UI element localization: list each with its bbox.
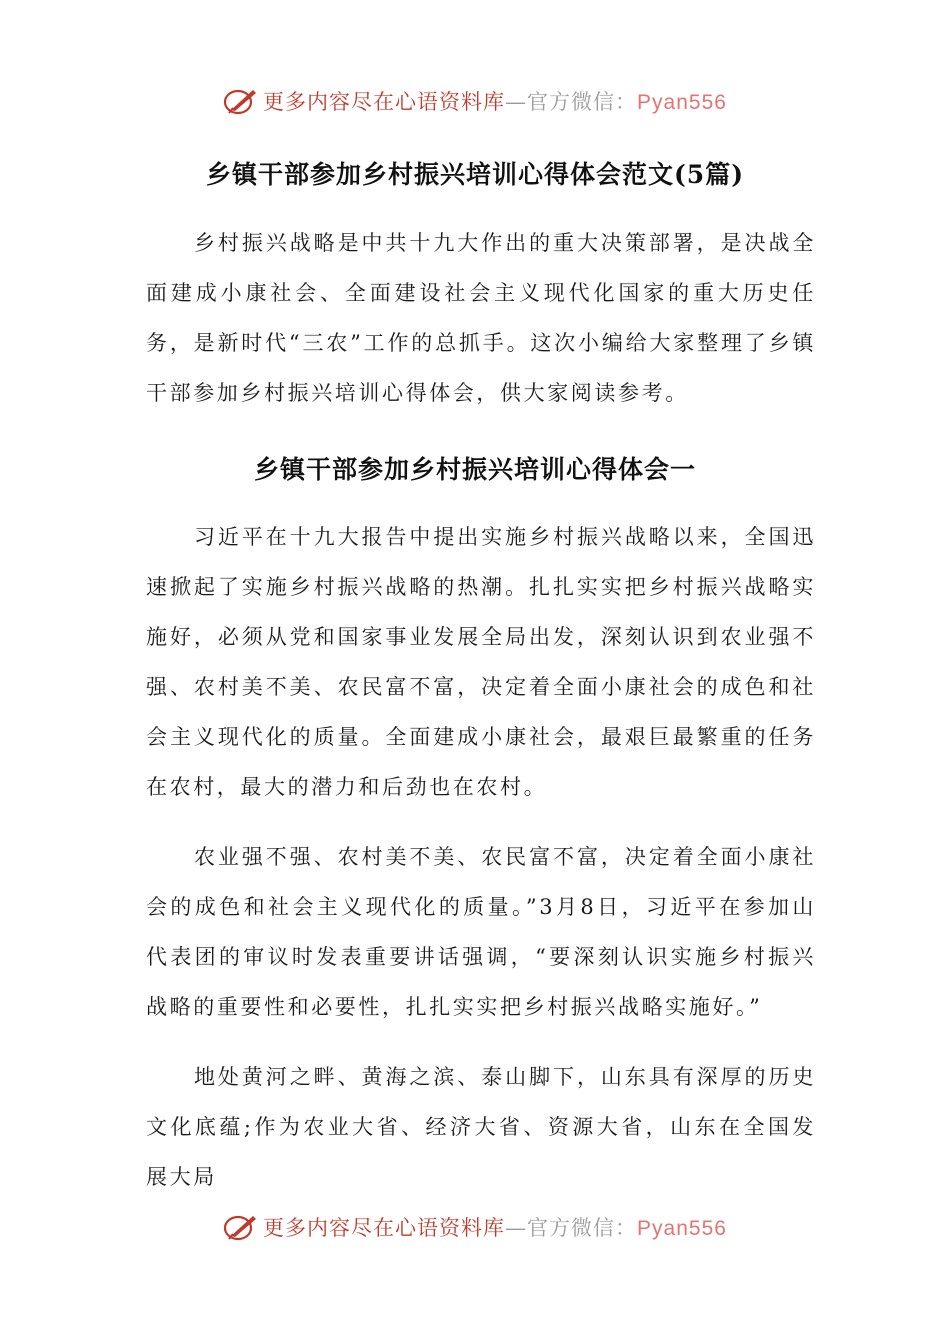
header-banner: [0, 86, 950, 116]
banner-site-name: 更多内容尽在心语资料库: [263, 90, 506, 114]
section-title: 乡镇干部参加乡村振兴培训心得体会一: [253, 455, 696, 484]
body-paragraph: 农业强不强、农村美不美、农民富不富，决定着全面小康社会的成色和社会主义现代化的质量。”3月8日，习近平在参加山代表团的审议时发表重要讲话强调，“要深刻认识实施乡村振兴战略的重要性和必要性，扎扎实实把乡村振兴战略实施好。”: [146, 845, 816, 1019]
banner-site-name: 更多内容尽在心语资料库: [263, 1216, 506, 1240]
quill-pen-logo-icon: [223, 1212, 259, 1242]
banner-wechat-id: Pyan556: [637, 91, 727, 114]
banner-wechat-id: Pyan556: [637, 1217, 727, 1240]
body-paragraph: 地处黄河之畔、黄海之滨、泰山脚下，山东具有深厚的历史文化底蕴;作为农业大省、经济大省、资源大省，山东在全国发展大局: [146, 1065, 816, 1189]
document-title: 乡镇干部参加乡村振兴培训心得体会范文(5篇): [205, 160, 745, 189]
footer-banner: [0, 1212, 950, 1242]
body-paragraph: 习近平在十九大报告中提出实施乡村振兴战略以来，全国迅速掀起了实施乡村振兴战略的热潮。扎扎实实把乡村振兴战略实施好，必须从党和国家事业发展全局出发，深刻认识到农业强不强、农村美不美、农民富不富，决定着全面小康社会的成色和社会主义现代化的质量。全面建成小康社会，最艰巨最繁重的任务在农村，最大的潜力和后劲也在农村。: [146, 525, 816, 799]
quill-pen-logo-icon: [223, 86, 259, 116]
banner-wechat-label: —官方微信：: [505, 90, 638, 114]
banner-wechat-label: —官方微信：: [505, 1216, 638, 1240]
intro-paragraph: 乡村振兴战略是中共十九大作出的重大决策部署，是决战全面建成小康社会、全面建设社会主义现代化国家的重大历史任务，是新时代“三农”工作的总抓手。这次小编给大家整理了乡镇干部参加乡村振兴培训心得体会，供大家阅读参考。: [146, 231, 816, 405]
